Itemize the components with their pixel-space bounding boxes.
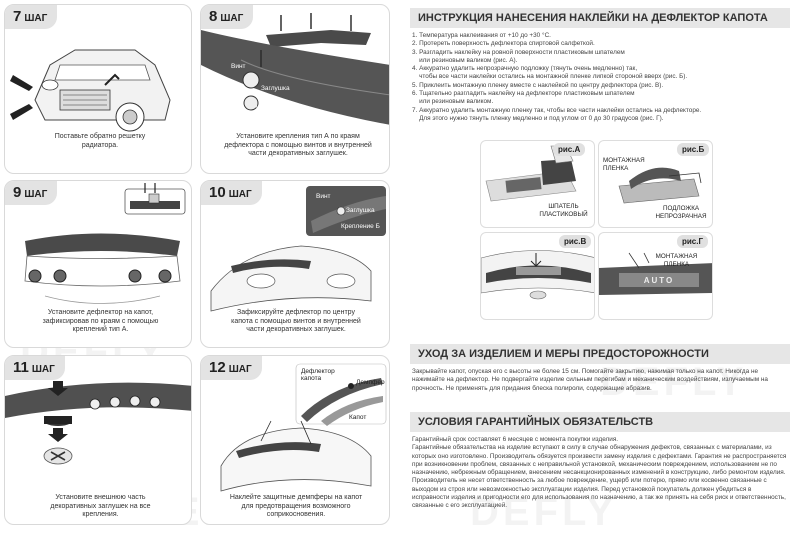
- mount-label: Крепление Б: [341, 223, 380, 230]
- step-caption: Поставьте обратно решетку радиатора.: [54, 133, 146, 149]
- step-header: 8 ШАГ: [201, 5, 253, 29]
- figure-b-film-label: МОНТАЖНАЯ ПЛЕНКА: [603, 157, 645, 172]
- step-caption: Установите крепления тип А по краям дефлектора с помощью винтов и внутренней части декоративных заглушек.: [224, 133, 372, 157]
- step-12-panel: [200, 355, 390, 525]
- instruction-line: или резиновым валиком (рис. А).: [412, 56, 518, 64]
- step-caption: Наклейте защитные демпферы на капот для предотвращения возможного соприкосновения.: [229, 494, 363, 518]
- warranty-title: УСЛОВИЯ ГАРАНТИЙНЫХ ОБЯЗАТЕЛЬСТВ: [410, 412, 790, 432]
- figure-b-backing-label: ПОДЛОЖКА НЕПРОЗРАЧНАЯ: [655, 205, 707, 220]
- step-caption: Установите внешнюю часть декоративных заглушек на все крепления.: [50, 494, 151, 518]
- figure-b-badge: рис.Б: [677, 143, 709, 156]
- instruction-line: 5. Приклеить монтажную пленку вместе с наклейкой по центру дефлектора (рис. В).: [412, 81, 664, 89]
- instruction-line: 3. Разгладить наклейку на ровной поверхности пластиковым шпателем: [412, 48, 625, 56]
- mount-label: Крепление А: [256, 105, 295, 112]
- instruction-line: или резиновым валиком.: [412, 98, 494, 106]
- deflector-label: Дефлектор капота: [301, 368, 335, 382]
- damper-label: Демпфер: [356, 379, 385, 386]
- screw-label: Винт: [231, 63, 246, 70]
- instruction-line: чтобы все части наклейки остались на монтажной пленке липкой стороной вверх (рис. Б).: [412, 73, 688, 81]
- plug-label: Заглушка: [346, 207, 375, 214]
- instructions-list: [412, 32, 792, 123]
- instruction-line: 1. Температура наклеивания от +10 до +30 °С.: [412, 32, 551, 39]
- step-header: 10 ШАГ: [201, 181, 262, 205]
- instructions-title: ИНСТРУКЦИЯ НАНЕСЕНИЯ НАКЛЕЙКИ НА ДЕФЛЕКТОР КАПОТА: [410, 8, 790, 28]
- figure-a-badge: рис.А: [553, 143, 585, 156]
- step-caption: Зафиксируйте дефлектор по центру капота с помощью винтов и внутренней части декоративных заглушек.: [231, 309, 361, 333]
- care-title: УХОД ЗА ИЗДЕЛИЕМ И МЕРЫ ПРЕДОСТОРОЖНОСТИ: [410, 344, 790, 364]
- figure-g: [598, 232, 713, 320]
- figure-g-badge: рис.Г: [677, 235, 708, 248]
- step-7-panel: [4, 4, 192, 174]
- figure-a-label: ШПАТЕЛЬ ПЛАСТИКОВЫЙ: [539, 203, 588, 218]
- warranty-paragraph-2: Гарантийные обязательства на изделие вступают в силу в случае обнаружения дефектов, связанных с материалами, из которых оно изготовлено. Производитель обязуется произвести замену изделия с дефектами. Гарантия не распространяется при возникновении проблем, связанных с неправильной установкой, механическим повреждением, использованием не по назначению, небрежным обращением, внесением несанкционированных изменений в конструкцию, либо ремонтом изделия. Производитель не несет ответственность за любое повреждение, ущерб или потерю, прямо или косвенно связанные с выходом из строя или невозможностью эксплуатации изделия. Перед установкой покупатель должен убедиться в исправности изделия и пригодности его для использования по назначению, а так же принять на себя риск и ответственность, связанные с его эксплуатацией.: [412, 444, 787, 510]
- figure-g-sticker-text: AUTO: [643, 276, 675, 285]
- step-header: 11 ШАГ: [5, 356, 65, 380]
- step-8-panel: [200, 4, 390, 174]
- warranty-paragraph-1: Гарантийный срок составляет 6 месяцев с момента покупки изделия.: [412, 436, 619, 443]
- instruction-line: Для этого нужно тянуть пленку медленно и под углом от 0 до 30 градусов (рис. Г).: [412, 114, 664, 122]
- step-11-panel: [4, 355, 192, 525]
- figure-v-badge: рис.В: [559, 235, 591, 248]
- step-9-panel: [4, 180, 192, 348]
- figure-g-film-label: МОНТАЖНАЯ ПЛЕНКА: [655, 253, 698, 268]
- instruction-line: 2. Протереть поверхность дефлектора спиртовой салфеткой.: [412, 40, 595, 48]
- care-text: Закрывайте капот, опуская его с высоты не более 15 см. Помогайте закрытию, нажимая только на капот. Никогда не нажимайте на дефлектор. Не подвергайте изделие сильным перегибам и механическим воздействиям, излучаемым на прочность. Не применять для придания блеска полироли, содержащие абразив.: [412, 368, 768, 392]
- step-header: 12 ШАГ: [201, 356, 262, 380]
- step-header: 9 ШАГ: [5, 181, 57, 205]
- figure-a: [480, 140, 595, 228]
- figure-b: [598, 140, 713, 228]
- plug-label: Заглушка: [261, 85, 290, 92]
- hood-label: Капот: [349, 414, 367, 421]
- warranty-text: [412, 436, 790, 511]
- figure-v: [480, 232, 595, 320]
- instruction-line: 4. Аккуратно удалить непрозрачную подложку (тянуть очень медленно) так,: [412, 65, 638, 73]
- instruction-line: 6. Тщательно разгладить наклейку на дефлекторе пластиковым шпателем: [412, 90, 635, 98]
- instruction-line: 7. Аккуратно удалить монтажную пленку так, чтобы все части наклейки остались на дефлекторе.: [412, 106, 702, 114]
- step-header: 7 ШАГ: [5, 5, 57, 29]
- screw-label: Винт: [316, 193, 331, 200]
- step-caption: Установите дефлектор на капот, зафиксировав по краям с помощью креплений тип А.: [42, 309, 159, 333]
- step-10-panel: [200, 180, 390, 348]
